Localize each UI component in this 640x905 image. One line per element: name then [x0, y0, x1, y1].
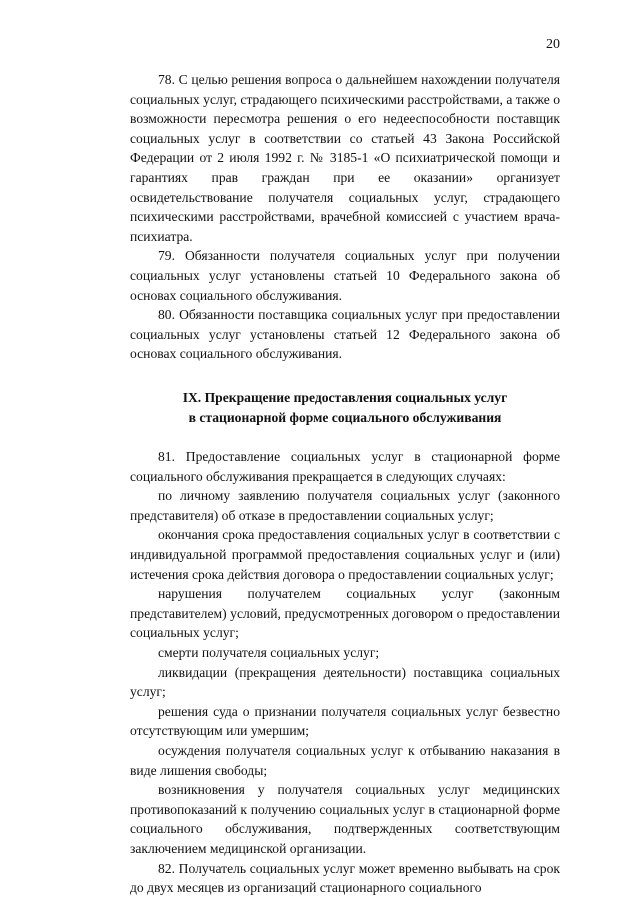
- list-item-death: смерти получателя социальных услуг;: [158, 645, 380, 661]
- list-item-personal-request: по личному заявлению получателя социальных услуг (законного представителя) об отказе в предоставлении социальных услуг;: [130, 488, 560, 523]
- section-heading-line1: IX. Прекращение предоставления социальных услуг: [182, 389, 508, 405]
- list-item-court-decision: решения суда о признании получателя социальных услуг безвестно отсутствующим или умершим;: [130, 703, 560, 739]
- paragraph-81: 81. Предоставление социальных услуг в стационарной форме социального обслуживания прекращается в следующих случаях:: [130, 449, 560, 484]
- section-heading: [130, 388, 560, 427]
- page-number: 20: [546, 37, 560, 52]
- list-item-conviction: осуждения получателя социальных услуг к отбыванию наказания в виде лишения свободы;: [130, 743, 560, 778]
- list-item-medical-contraindications: возникновения у получателя социальных услуг медицинских противопоказаний к получению социальных услуг в стационарной форме социального обслуживания, подтвержденных соответствующим заключением медицинской организации.: [130, 782, 560, 856]
- paragraph-82: 82. Получатель социальных услуг может временно выбывать на срок до двух месяцев из организаций стационарного социального: [130, 860, 560, 896]
- paragraph-79: 79. Обязанности получателя социальных услуг при получении социальных услуг установлены статьей 10 Федерального закона об основах социального обслуживания.: [130, 248, 560, 303]
- list-item-liquidation: ликвидации (прекращения деятельности) поставщика социальных услуг;: [130, 664, 560, 700]
- paragraph-78: 78. С целью решения вопроса о дальнейшем нахождении получателя социальных услуг, страдающего психическими расстройствами, а также о возможности пересмотра решения о его недееспособности поставщик социальных услуг в соответствии со статьей 43 Закона Российской Федерации от 2 июля 1992 г. № 3185-1 «О психиатрической помощи и гарантиях прав граждан при ее оказании» организует освидетельствование получателя социальных услуг, страдающего психическими расстройствами, врачебной комиссией с участием врача-психиатра.: [130, 72, 560, 244]
- section-heading-line2: в стационарной форме социального обслуживания: [188, 409, 502, 425]
- paragraph-80: 80. Обязанности поставщика социальных услуг при предоставлении социальных услуг установлены статьей 12 Федерального закона об основах социального обслуживания.: [130, 307, 560, 362]
- document-body: [130, 70, 560, 898]
- list-item-term-expiry: окончания срока предоставления социальных услуг в соответствии с индивидуальной программой предоставления социальных услуг и (или) истечения срока действия договора о предоставлении социальных услуг;: [130, 527, 560, 582]
- list-item-contract-violation: нарушения получателем социальных услуг (законным представителем) условий, предусмотренных договором о предоставлении социальных услуг;: [130, 586, 560, 641]
